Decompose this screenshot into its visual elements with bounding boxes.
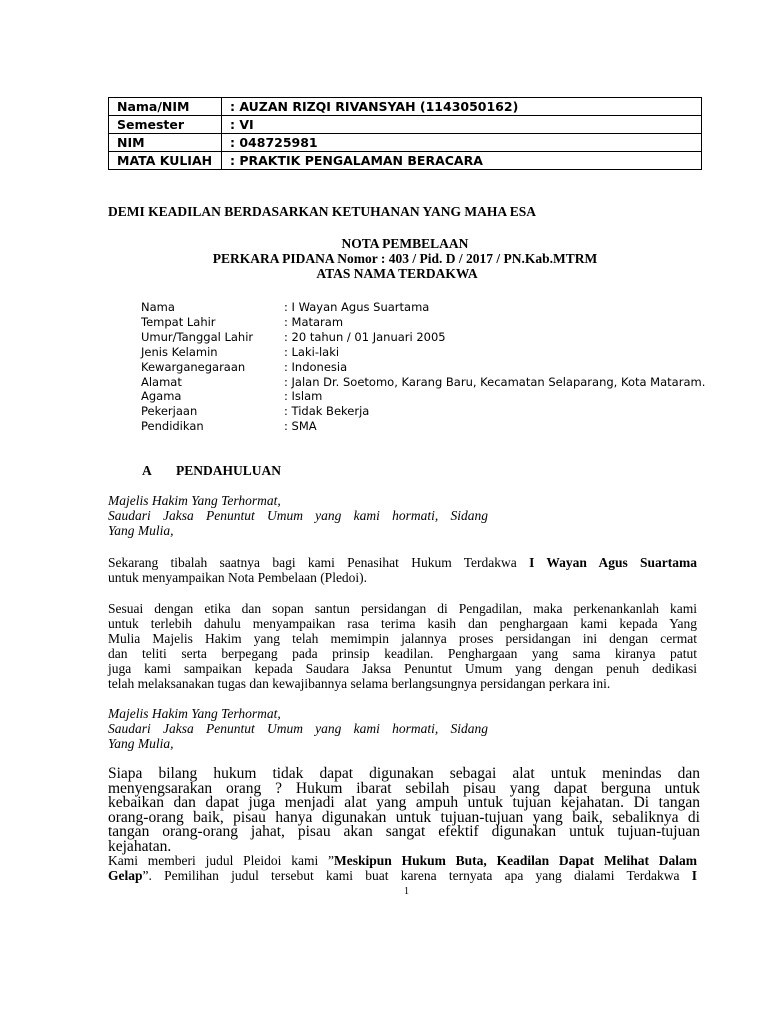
table-label: Nama/NIM bbox=[109, 98, 222, 116]
identity-label: Jenis Kelamin bbox=[141, 344, 218, 359]
paragraph-line bbox=[108, 555, 697, 570]
table-value: : 048725981 bbox=[222, 134, 702, 152]
table-value: : AUZAN RIZQI RIVANSYAH (1143050162) bbox=[222, 98, 702, 116]
paragraph bbox=[108, 601, 697, 691]
table-value: : PRAKTIK PENGALAMAN BERACARA bbox=[222, 152, 702, 170]
section-title: PENDAHULUAN bbox=[176, 463, 282, 478]
paragraph-text: Sekarang tibalah saatnya bagi kami Penasihat Hukum Terdakwa bbox=[108, 555, 517, 570]
paragraph-line: juga kami sampaikan kepada Saudara Jaksa Penuntut Umum yang dengan penuh dedikasi bbox=[108, 661, 697, 676]
defendant-initial: I bbox=[691, 868, 698, 883]
list-item bbox=[141, 300, 705, 315]
paragraph-line: Siapa bilang hukum tidak dapat digunakan sebagai alat untuk menindas dan bbox=[108, 765, 700, 782]
table-row bbox=[109, 152, 702, 170]
identity-value: : Islam bbox=[284, 389, 323, 404]
table-label: MATA KULIAH bbox=[109, 152, 222, 170]
paragraph-text: ”. Pemilihan judul tersebut kami buat karena ternyata apa yang dialami Terdakwa bbox=[142, 868, 680, 883]
paragraph-line: untuk terlebih dahulu menyampaikan rasa terima kasih dan penghargaan kami kepada Yang bbox=[108, 616, 697, 631]
list-item bbox=[141, 345, 705, 360]
page-number: 1 bbox=[404, 886, 409, 897]
identity-label: Pekerjaan bbox=[141, 404, 198, 419]
pleidoi-title-end: Gelap bbox=[108, 868, 143, 883]
paragraph-line: kejahatan. bbox=[108, 837, 172, 855]
defendant-identity bbox=[141, 300, 705, 434]
list-item bbox=[141, 404, 705, 419]
table-label: Semester bbox=[109, 116, 222, 134]
defendant-name: I Wayan Agus Suartama bbox=[529, 555, 698, 570]
paragraph-line: orang-orang baik, pisau hanya digunakan untuk tujuan-tujuan yang baik, sebaliknya di bbox=[108, 808, 700, 826]
identity-label: Nama bbox=[141, 300, 175, 314]
table-row bbox=[109, 134, 702, 152]
list-item bbox=[141, 375, 705, 390]
identity-value: : 20 tahun / 01 Januari 2005 bbox=[284, 329, 446, 344]
pleidoi-title: Meskipun Hukum Buta, Keadilan Dapat Melihat Dalam bbox=[334, 853, 698, 868]
table-row bbox=[109, 98, 702, 116]
paragraph-line bbox=[108, 868, 697, 883]
identity-value: : Indonesia bbox=[284, 359, 348, 374]
paragraph-line: tangan orang-orang jahat, pisau akan sangat efektif digunakan untuk tujuan-tujuan bbox=[108, 823, 700, 840]
salutation bbox=[108, 706, 697, 751]
salutation bbox=[108, 493, 697, 538]
list-item bbox=[141, 419, 705, 434]
identity-label: Alamat bbox=[141, 374, 182, 389]
list-item bbox=[141, 330, 705, 345]
document-title: NOTA PEMBELAAN bbox=[341, 236, 469, 251]
case-number: PERKARA PIDANA Nomor : 403 / Pid. D / 2017 / PN.Kab.MTRM bbox=[212, 251, 598, 266]
paragraph-line: untuk menyampaikan Nota Pembelaan (Pledoi). bbox=[108, 570, 368, 585]
list-item bbox=[141, 389, 705, 404]
paragraph-line: kebaikan dan dapat juga menjadi alat yang ampuh untuk tujuan kejahatan. Di tangan bbox=[108, 794, 700, 811]
identity-value: : Laki-laki bbox=[284, 344, 340, 359]
paragraph bbox=[108, 767, 700, 854]
identity-value: : SMA bbox=[284, 419, 317, 434]
paragraph-line: Mulia Majelis Hakim yang telah memimpin jalannya proses persidangan ini dengan cermat bbox=[108, 631, 697, 646]
identity-label: Kewarganegaraan bbox=[141, 359, 246, 374]
identity-label: Tempat Lahir bbox=[141, 314, 216, 329]
list-item bbox=[141, 360, 705, 375]
table-row bbox=[109, 116, 702, 134]
identity-value: : Mataram bbox=[284, 314, 344, 329]
table-label: NIM bbox=[109, 134, 222, 152]
paragraph-line: Sesuai dengan etika dan sopan santun persidangan di Pengadilan, maka perkenankanlah kami bbox=[108, 601, 697, 616]
paragraph-line: telah melaksanakan tugas dan kewajibannya selama berlangsungnya persidangan perkara ini. bbox=[108, 676, 611, 691]
salutation-line: Yang Mulia, bbox=[108, 523, 174, 538]
list-item bbox=[141, 315, 705, 330]
identity-label: Umur/Tanggal Lahir bbox=[141, 329, 254, 344]
salutation-line: Saudari Jaksa Penuntut Umum yang kami hormati, Sidang bbox=[108, 508, 488, 523]
paragraph bbox=[108, 555, 697, 585]
identity-value: : I Wayan Agus Suartama bbox=[284, 300, 430, 314]
salutation-line: Saudari Jaksa Penuntut Umum yang kami hormati, Sidang bbox=[108, 721, 488, 736]
opening-heading: DEMI KEADILAN BERDASARKAN KETUHANAN YANG MAHA ESA bbox=[108, 204, 537, 219]
salutation-line: Majelis Hakim Yang Terhormat, bbox=[108, 493, 281, 508]
paragraph-line: menyengsarakan orang ? Hukum ibarat sebilah pisau yang dapat berguna untuk bbox=[108, 779, 700, 797]
defendant-heading: ATAS NAMA TERDAKWA bbox=[316, 266, 478, 281]
identity-label: Agama bbox=[141, 389, 182, 404]
paragraph-line bbox=[108, 853, 697, 868]
salutation-line: Yang Mulia, bbox=[108, 736, 174, 751]
identity-label: Pendidikan bbox=[141, 419, 204, 434]
paragraph-text: Kami memberi judul Pleidoi kami ” bbox=[108, 853, 334, 868]
identity-value: : Tidak Bekerja bbox=[284, 404, 370, 419]
identity-value: : Jalan Dr. Soetomo, Karang Baru, Kecamatan Selaparang, Kota Mataram. bbox=[284, 374, 706, 389]
salutation-line: Majelis Hakim Yang Terhormat, bbox=[108, 706, 281, 721]
section-letter: A bbox=[142, 463, 152, 478]
table-value: : VI bbox=[222, 116, 702, 134]
student-info-table bbox=[108, 97, 702, 170]
paragraph bbox=[108, 853, 697, 883]
paragraph-line: dan teliti serta berpegang pada prinsip keadilan. Penghargaan yang sama kiranya patut bbox=[108, 646, 697, 661]
section-heading bbox=[142, 463, 281, 479]
